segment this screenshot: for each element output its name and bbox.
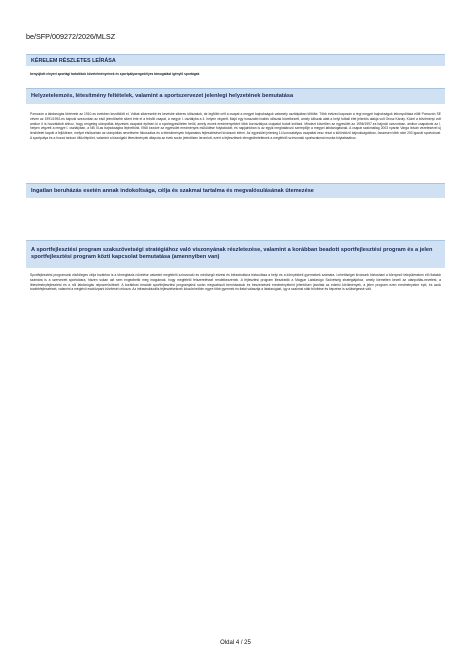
- section-subtitle: benyújtott elnyert sportági tartalékok követelményeinek és sportpályaengedélyes támogatást igénylő sportágak: [30, 72, 200, 76]
- document-id: be/SFP/009272/2026/MLSZ: [26, 32, 116, 41]
- paragraph-federation-strategy: Sportfejlesztési programunk elsődleges célja továbbra is a tömegbázis növelése valamint megfelelő színvonalú és minőségű edzési és infrastruktúra biztosítása a helyi és a környékbeli gyermekek számára. Lehetőséget kívánunk biztosítani a környező településeken élő fiatalok számára is a szervezett sportolásra, hiszen sokan azt sem engedhetik meg maguknak, hogy megfelelő felszereléssel rendelkezzenek. A fejlesztési program illeszkedik a Magyar Labdarúgó Szövetség stratégiájához, amely kiemelten kezeli az utánpótlás-nevelést, a létesítményfejlesztést és a női labdarúgás népszerűsítését. A korábban beadott sportfejlesztési programjaink során megvalósult beruházások és beszerzések eredményeként jelentősen javultak az edzési körülmények, a jelen program ezen eredményekre épít, és azok továbbfejlesztését, valamint a meglévő eszközpark bővítését célozza. Az infrastrukturális fejlesztéseknek köszönhetően egyre több gyermek és fiatal választja a labdarúgást, így a szakmai stáb bővítése és képzése is szükségessé vált.: [30, 273, 441, 292]
- paragraph-situation-analysis: Pomozón a labdarúgás története az 1910-es években kezdődött el. Voltak sikeresebb és kevésbé sikeres időszakok, de legfőbb célt a csapat a megyei bajnokságok valamely osztályában töltötte. Több évtized kapcsán a régi megyei bajnokságok lebonyolítása előtt Pomozón SE néven az 1991/1992-es bajnoki szezonban az első jelentősebb sikert érte el a felnőtt csapat, a megye I. osztályba a 4. helyen végzett. Majd egy hosszabb inaktív időszak következett, amely időszak alatt a helyi futball élet jelentős alakja volt Orosz Károly. Közel a bővítményi volt amikor ő is hozzálátott ahhoz, hogy rengeteg utánpótlás képzéses csapatot építsen ki a sportegyesületen belül, amely ennek eredményeként több korosztályos csapatot tudott indítani. Mindezt követően az egyesület az 1996/1997-es bajnoki szezonban, amikor csapatunk az I. helyen végzett a megye I. osztályban, a NB III-as bajnokságba léphettünk. Ettől kezdve az egyesület eredményes működése folytatódott, és napjainkban is az egyik meghatározó szereplője a megyei labdarúgásnak. A csapat szakmailag 2003 nyarán Varga István vezetésével új lendületet kapott a fejlődésre, melyet elsősorban az utánpótlás nevelésére fókuszálva és a létesítmények folyamatos fejlesztésével kívánunk elérni. Az egyesület jelenleg 14 korosztályos csapattal vesz részt a különböző bajnokságokban, összesen több mint 200 igazolt sportolóval. A sportpálya és a hozzá tartozó öltözőépület, valamint a kiszolgáló létesítmények állapota az évek során jelentősen leromlott, ezért a fejlesztések elengedhetetlenek a megfelelő színvonalú sportszakmai munka folytatásához.: [30, 112, 441, 140]
- heading-federation-strategy: A sportfejlesztési program szakszövetségi stratégiához való viszonyának részletezése, valamint a korábban beadott sportfejlesztési program és a jelen sportfejlesztési program közti kapcsolat bemutatása (amennyiben van): [26, 240, 445, 268]
- heading-situation-analysis: Helyzetelemzés, létesítmény feltételek, valamint a sportszervezet jelenlegi helyzetének bemutatása: [26, 88, 445, 104]
- page-number: Oldal 4 / 25: [220, 640, 251, 646]
- section-title: KÉRELEM RÉSZLETES LEÍRÁSA: [26, 54, 445, 66]
- heading-real-estate-investment: Ingatlan beruházás esetén annak indokoltsága, célja és szakmai tartalma és megvalósulásának ütemezése: [26, 183, 445, 198]
